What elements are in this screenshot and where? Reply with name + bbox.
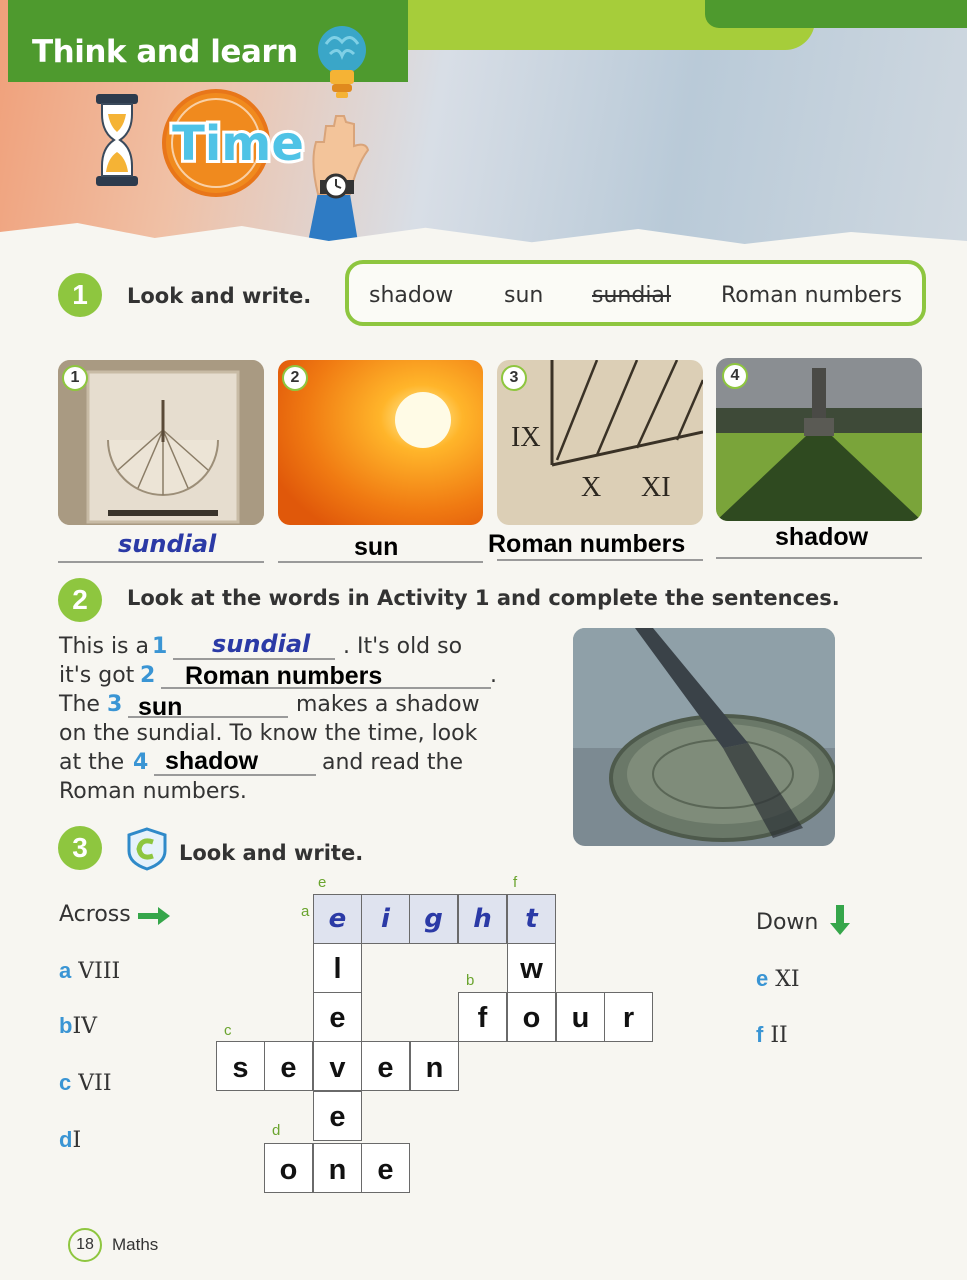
lightbulb-icon bbox=[310, 22, 374, 106]
activity-1-instruction: Look and write. bbox=[127, 284, 312, 308]
sentence-text: it's got bbox=[59, 663, 135, 688]
blank-answer-2: Roman numbers bbox=[185, 662, 383, 690]
crossword-letter: v bbox=[329, 1052, 346, 1084]
shield-icon bbox=[126, 827, 168, 871]
blank-number: 2 bbox=[140, 663, 156, 688]
blank-number: 3 bbox=[107, 692, 123, 717]
word-box-item: sun bbox=[504, 283, 544, 308]
crossword-label: c bbox=[224, 1022, 232, 1039]
sentence-text: . bbox=[490, 663, 497, 688]
photo-number: 2 bbox=[282, 365, 308, 391]
crossword-label: a bbox=[301, 903, 310, 920]
crossword-letter: e bbox=[329, 1101, 346, 1133]
blank-number: 4 bbox=[133, 750, 149, 775]
blank-answer-4: shadow bbox=[165, 747, 259, 775]
crossword-letter: g bbox=[424, 904, 443, 934]
sentence-text: at the bbox=[59, 750, 125, 775]
hourglass-icon bbox=[92, 92, 142, 188]
arrow-down-icon bbox=[828, 903, 852, 937]
word-box-item: shadow bbox=[369, 283, 454, 308]
page-number: 18 bbox=[68, 1228, 102, 1262]
crossword-letter: w bbox=[520, 953, 543, 985]
crossword-letter: n bbox=[328, 1154, 347, 1186]
crossword-letter: e bbox=[377, 1052, 394, 1084]
section-title: Think and learn bbox=[32, 34, 298, 70]
blank-line bbox=[173, 658, 335, 660]
header-green-band-right bbox=[705, 0, 967, 28]
crossword-letter: i bbox=[381, 904, 390, 934]
roman-label: IX bbox=[511, 422, 541, 453]
crossword-letter: h bbox=[473, 904, 492, 934]
crossword-letter: r bbox=[622, 1002, 635, 1034]
crossword-label: e bbox=[318, 874, 327, 891]
sentence-text: and read the bbox=[322, 750, 464, 775]
across-heading: Across bbox=[59, 902, 131, 927]
answer-4: shadow bbox=[775, 523, 869, 551]
sentence-text: makes a shadow bbox=[296, 692, 480, 717]
crossword-letter: o bbox=[522, 1002, 541, 1034]
crossword-label: f bbox=[513, 874, 518, 891]
answer-2: sun bbox=[354, 533, 399, 561]
crossword-label: b bbox=[466, 972, 475, 989]
across-clue: c VII bbox=[59, 1070, 112, 1096]
crossword-letter: u bbox=[571, 1002, 590, 1034]
answer-line bbox=[58, 561, 264, 563]
arrow-right-icon bbox=[136, 905, 172, 927]
across-clue: bIV bbox=[59, 1013, 98, 1039]
activity-2-number: 2 bbox=[58, 578, 102, 622]
photo-number: 1 bbox=[62, 365, 88, 391]
subject-label: Maths bbox=[112, 1235, 159, 1254]
word-box-item-crossed: sundial bbox=[592, 283, 672, 308]
blank-number: 1 bbox=[152, 634, 168, 659]
hand-with-watch-icon bbox=[278, 102, 378, 242]
photo-sun bbox=[278, 360, 483, 525]
photo-number: 3 bbox=[501, 365, 527, 391]
activity-2-instruction: Look at the words in Activity 1 and complete the sentences. bbox=[127, 586, 840, 610]
sentence-text: on the sundial. To know the time, look bbox=[59, 721, 478, 746]
roman-label: XI bbox=[641, 472, 671, 503]
crossword-letter: t bbox=[525, 904, 538, 934]
crossword-letter: o bbox=[279, 1154, 298, 1186]
word-box bbox=[345, 260, 926, 326]
crossword-letter: e bbox=[328, 904, 347, 934]
photo-number: 4 bbox=[722, 363, 748, 389]
crossword-letter: l bbox=[333, 953, 342, 985]
crossword-letter: f bbox=[477, 1002, 488, 1034]
answer-3: Roman numbers bbox=[488, 530, 686, 558]
down-heading: Down bbox=[756, 910, 819, 935]
down-clue: f II bbox=[756, 1022, 788, 1048]
sentence-text: . It's old so bbox=[343, 634, 463, 659]
crossword-letter: s bbox=[232, 1052, 249, 1084]
across-clue: a VIII bbox=[59, 958, 121, 984]
word-box-item: Roman numbers bbox=[721, 283, 902, 308]
answer-line bbox=[716, 557, 922, 559]
sentence-text: This is a bbox=[59, 634, 149, 659]
crossword-label: d bbox=[272, 1122, 281, 1139]
sentence-text: Roman numbers. bbox=[59, 779, 247, 804]
blank-answer-1: sundial bbox=[212, 630, 311, 658]
blank-answer-3: sun bbox=[138, 693, 183, 721]
crossword-letter: n bbox=[425, 1052, 444, 1084]
photo-wall-sundial bbox=[58, 360, 264, 525]
answer-1: sundial bbox=[118, 530, 217, 558]
time-badge-text: Time bbox=[172, 116, 304, 172]
activity-1-number: 1 bbox=[58, 273, 102, 317]
crossword-letter: e bbox=[280, 1052, 297, 1084]
crossword-letter: e bbox=[377, 1154, 394, 1186]
answer-line bbox=[497, 559, 703, 561]
photo-roman-numerals bbox=[497, 360, 703, 525]
photo-monument-shadow bbox=[716, 358, 922, 521]
activity-3-number: 3 bbox=[58, 826, 102, 870]
photo-garden-sundial bbox=[573, 628, 835, 846]
activity-3-instruction: Look and write. bbox=[179, 841, 364, 865]
crossword-letter: e bbox=[329, 1002, 346, 1034]
across-clue: dI bbox=[59, 1127, 82, 1153]
down-clue: e XI bbox=[756, 966, 800, 992]
sentence-text: The bbox=[59, 692, 100, 717]
roman-label: X bbox=[581, 472, 602, 503]
